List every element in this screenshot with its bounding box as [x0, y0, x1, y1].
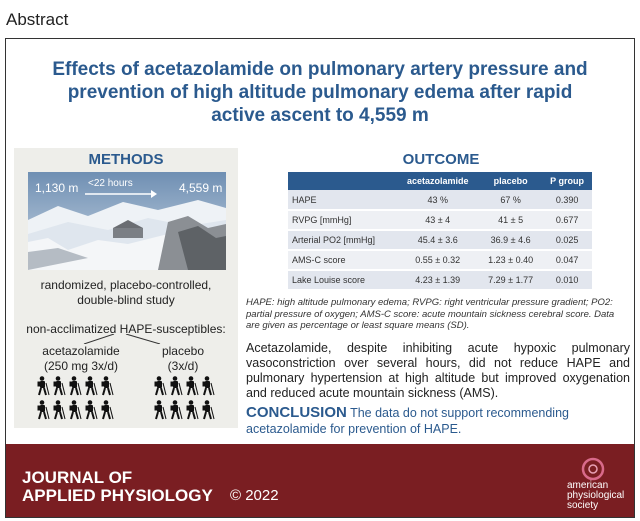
table-row	[288, 230, 592, 250]
hiker-icon	[171, 400, 183, 419]
table-cell: 0.55 ± 0.32	[396, 250, 479, 270]
abstract-label: Abstract	[6, 10, 69, 29]
hiker-icon	[155, 400, 167, 419]
society-logo-icon	[580, 456, 606, 482]
column-header: P group	[542, 172, 592, 190]
hiker-icon	[203, 400, 215, 419]
hiker-icon	[102, 400, 114, 419]
hiker-icon	[86, 400, 98, 419]
arm-acetazolamide: acetazolamide (250 mg 3x/d)	[42, 344, 120, 373]
cohort-label: non-acclimatized HAPE-susceptibles:	[26, 322, 226, 336]
branch-lines	[70, 334, 170, 344]
table-cell: 0.390	[542, 190, 592, 210]
table-cell: 0.025	[542, 230, 592, 250]
start-altitude: 1,130 m	[35, 181, 79, 195]
hiker-icon	[203, 376, 215, 395]
table-cell: 36.9 ± 4.6	[479, 230, 542, 250]
table-row	[288, 210, 592, 230]
hiker-icon	[86, 376, 98, 395]
hiker-icon	[187, 376, 199, 395]
table-cell: RVPG [mmHg]	[288, 210, 396, 230]
journal-name: JOURNAL OF APPLIED PHYSIOLOGY	[22, 468, 213, 505]
hiker-icon	[70, 376, 82, 395]
table-footnote: HAPE: high altitude pulmonary edema; RVPG: right ventricular pressure gradient; PO2: partial pressure of oxygen; AMS-C score: acute mountain sickness cerebral score. Data are given as percentage or least square means (SD).	[246, 297, 615, 331]
table-cell: 41 ± 5	[479, 210, 542, 230]
ascent-duration: <22 hours	[88, 178, 133, 189]
society-name: american physiological society	[567, 480, 625, 511]
copyright: © 2022	[230, 487, 279, 504]
hiker-icon	[38, 376, 50, 395]
hiker-icon	[70, 400, 82, 419]
hiker-group-acetazolamide	[36, 376, 126, 424]
article-title: Effects of acetazolamide on pulmonary artery pressure and prevention of high altitude pulmonary edema after rapid active ascent to 4,559 m	[52, 59, 588, 126]
methods-heading: METHODS	[88, 151, 164, 168]
hiker-icon	[187, 400, 199, 419]
conclusion-text: The data do not support recommending acetazolamide for prevention of HAPE.	[246, 406, 569, 436]
ascent-arrow	[85, 190, 157, 198]
table-cell: Lake Louise score	[288, 270, 396, 290]
results-summary: Acetazolamide, despite inhibiting acute hypoxic pulmonary vasoconstriction over several hours, did not reduce HAPE and pulmonary hypertension at high altitude but improved oxygenation and reduced acute mountain sickness (AMS).	[246, 341, 630, 400]
hiker-icon	[54, 376, 66, 395]
table-cell: 43 %	[396, 190, 479, 210]
table-row	[288, 250, 592, 270]
table-cell: 43 ± 4	[396, 210, 479, 230]
table-cell: 4.23 ± 1.39	[396, 270, 479, 290]
hiker-icon	[155, 376, 167, 395]
table-row	[288, 190, 592, 210]
hiker-icon	[171, 376, 183, 395]
table-cell: Arterial PO2 [mmHg]	[288, 230, 396, 250]
hiker-icon	[38, 400, 50, 419]
conclusion	[246, 405, 630, 437]
table-cell: 1.23 ± 0.40	[479, 250, 542, 270]
outcome-heading: OUTCOME	[402, 151, 480, 168]
column-header: acetazolamide	[396, 172, 479, 190]
table-cell: AMS-C score	[288, 250, 396, 270]
outcome-table	[288, 172, 592, 291]
hiker-icon	[102, 376, 114, 395]
table-cell: 7.29 ± 1.77	[479, 270, 542, 290]
table-cell: 67 %	[479, 190, 542, 210]
conclusion-heading: CONCLUSION	[246, 404, 347, 421]
end-altitude: 4,559 m	[179, 181, 223, 195]
table-cell: 0.677	[542, 210, 592, 230]
arm-placebo: placebo (3x/d)	[161, 344, 205, 373]
table-cell: 0.047	[542, 250, 592, 270]
table-cell: 0.010	[542, 270, 592, 290]
table-cell: 45.4 ± 3.6	[396, 230, 479, 250]
table-row	[288, 270, 592, 290]
hiker-group-placebo	[151, 376, 221, 424]
column-header	[288, 172, 396, 190]
hiker-icon	[54, 400, 66, 419]
study-design: randomized, placebo-controlled, double-blind study	[40, 278, 212, 307]
table-cell: HAPE	[288, 190, 396, 210]
column-header: placebo	[479, 172, 542, 190]
